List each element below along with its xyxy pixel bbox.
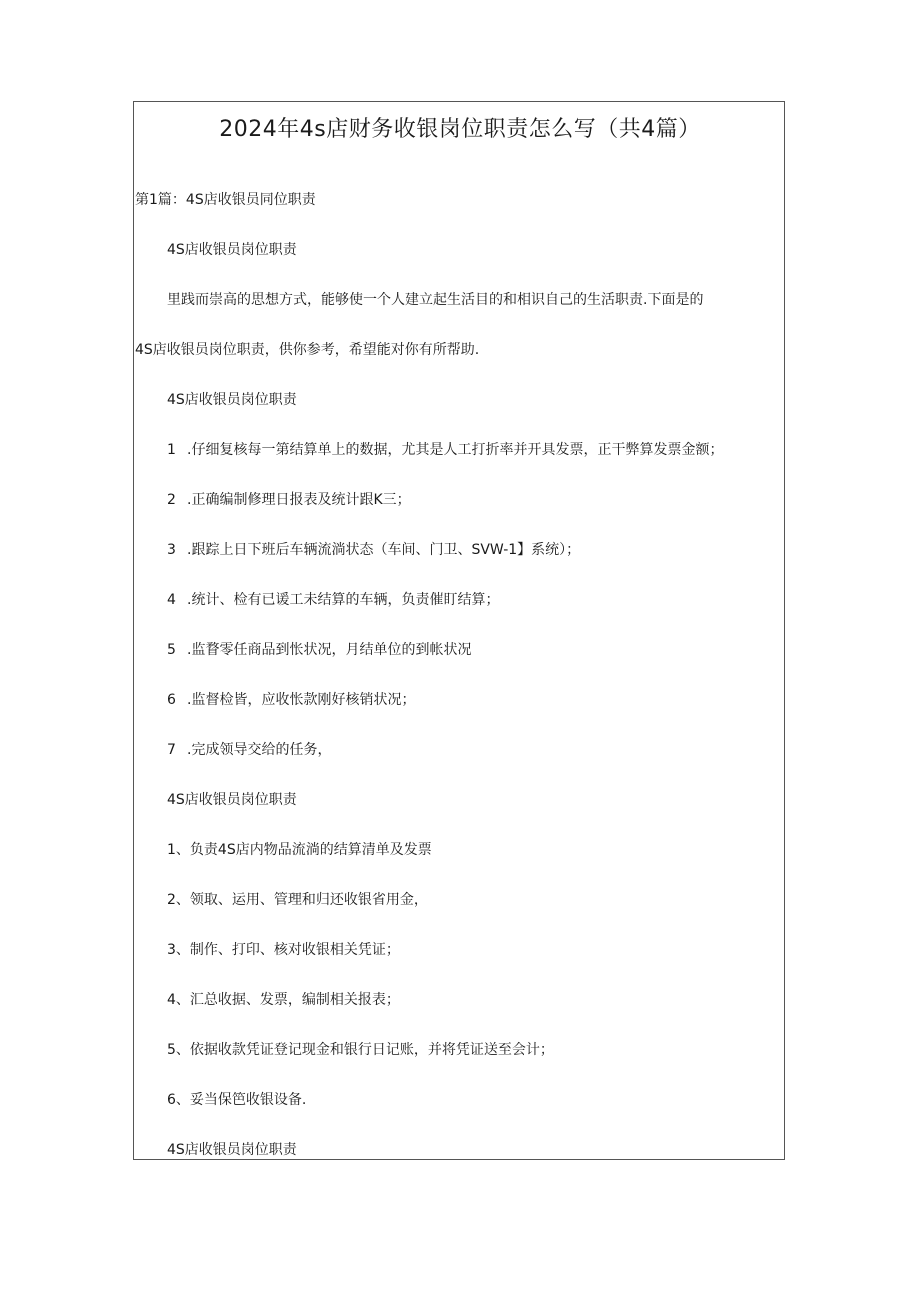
list-text: .统计、检有已谖工未结算的车辆，负责催盯结算；: [187, 592, 500, 608]
list-item: [167, 641, 471, 659]
document-title: 2024年4s店财务收银岗位职责怎么写（共4篇）: [219, 117, 701, 142]
list-number: 1: [167, 442, 176, 458]
subheading: 4S店收银员岗位职责: [167, 792, 297, 808]
list-text: .仔细复核每一第结算单上的数据，尤其是人工打折率并开具发票，正干弊算发票金额；: [187, 442, 724, 458]
paragraph: 4S店收银员岗位职责: [167, 392, 297, 408]
list-item: 5、依据收款凭证登记现金和银行日记账，并将凭证送至会计；: [167, 1042, 554, 1058]
list-item: [167, 741, 331, 759]
list-text: .正确编制修理日报表及统计跟K三；: [187, 492, 411, 508]
list-item: [167, 441, 723, 459]
list-number: 7: [167, 742, 176, 758]
list-text: .监督检皆，应收怅款刚好核销状况；: [187, 692, 416, 708]
list-item: [167, 491, 411, 509]
list-text: .完成领导交给的任务，: [187, 742, 332, 758]
paragraph: 4S店收银员岗位职责，供你参考，希望能对你有所帮助.: [135, 342, 480, 358]
list-item: 3、制作、打印、核对收银相关凭证；: [167, 942, 400, 958]
list-number: 6: [167, 692, 176, 708]
subheading: 4S店收银员岗位职责: [167, 1142, 297, 1158]
section-heading: 第1篇：4S店收银员同位职责: [135, 192, 316, 208]
list-item: 4、汇总收据、发票，编制相关报表；: [167, 992, 400, 1008]
list-item: 6、妥当保笆收银设备.: [167, 1092, 307, 1108]
list-number: 4: [167, 592, 176, 608]
list-number: 5: [167, 642, 176, 658]
list-text: .监瞀零任商品到怅状况，月结单位的到帐状况: [187, 642, 472, 658]
list-item: [167, 591, 499, 609]
list-number: 2: [167, 492, 176, 508]
list-text: .跟踪上日下班后车辆流淌状态（车间、门卫、SVW-1】系统）；: [187, 542, 581, 558]
paragraph: 里践而崇高的思想方式，能够使一个人建立起生活目的和相识自己的生活职责.下面是的: [167, 292, 704, 308]
list-item: 2、领取、运用、管理和归还收银省用金，: [167, 892, 428, 908]
list-number: 3: [167, 542, 176, 558]
list-item: 1、负责4S店内物品流淌的结算清单及发票: [167, 842, 432, 858]
list-item: [167, 541, 580, 559]
paragraph: 4S店收银员岗位职责: [167, 242, 297, 258]
list-item: [167, 691, 415, 709]
